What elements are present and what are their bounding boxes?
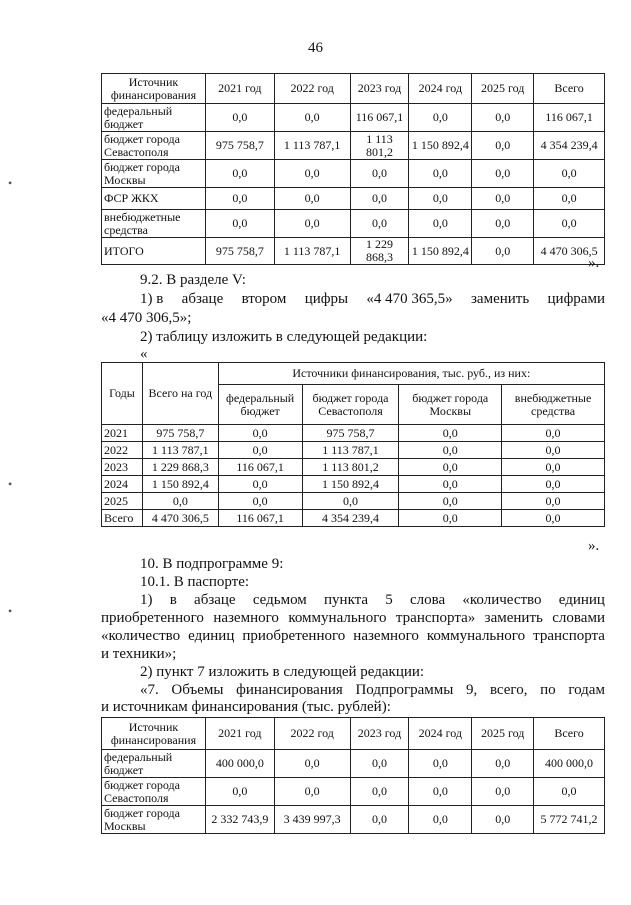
table-row — [102, 778, 605, 806]
paragraph: 10.1. В паспорте: — [140, 574, 250, 590]
table-total-row — [102, 238, 605, 265]
table-row — [102, 104, 605, 132]
table-cell: 975 758,7 — [205, 132, 274, 160]
word: заменить — [484, 610, 543, 626]
word: абзаце — [181, 291, 224, 307]
table-cell: 116 067,1 — [218, 510, 302, 527]
table-cell: 0,0 — [205, 104, 274, 132]
table-cell: 1 113 801,2 — [350, 132, 409, 160]
table-cell: 0,0 — [472, 132, 534, 160]
financing-table-2 — [101, 362, 605, 527]
table-cell: 0,0 — [472, 188, 534, 210]
paragraph: 2) таблицу изложить в следующей редакции: — [140, 329, 428, 345]
word: «4 470 365,5» — [366, 291, 453, 307]
table-cell: 0,0 — [205, 160, 274, 188]
table-cell: 4 354 239,4 — [534, 132, 605, 160]
paragraph: и источникам финансирования (тыс. рублей): — [101, 699, 391, 715]
word: годам — [568, 682, 605, 698]
word: по — [540, 682, 556, 698]
table-cell: 0,0 — [218, 425, 302, 442]
table-row — [102, 442, 605, 459]
table-cell: 1 113 787,1 — [274, 132, 350, 160]
table-cell: 2 332 743,9 — [205, 806, 274, 834]
word: «7. — [140, 682, 159, 698]
table-header-row — [102, 363, 605, 385]
header-cell: внебюджетные средства — [502, 385, 605, 425]
financing-table-1 — [101, 73, 605, 265]
table-cell: 2022 — [102, 442, 143, 459]
margin-mark: • — [8, 176, 13, 190]
paragraph-justified — [140, 591, 605, 609]
word: наземного — [213, 610, 279, 626]
margin-mark: • — [8, 477, 13, 491]
word: наземного — [353, 628, 419, 644]
table-cell: 0,0 — [502, 476, 605, 493]
table-cell: 0,0 — [399, 510, 502, 527]
table-cell: 1 229 868,3 — [350, 238, 409, 265]
table-cell: 5 772 741,2 — [534, 806, 605, 834]
table-cell: 975 758,7 — [142, 425, 218, 442]
header-cell: 2023 год — [350, 718, 409, 750]
table-cell: 1 150 892,4 — [409, 238, 472, 265]
margin-mark: • — [8, 604, 13, 618]
word: в — [169, 592, 177, 608]
table-cell: 1 113 801,2 — [302, 459, 399, 476]
table-cell: 0,0 — [472, 806, 534, 834]
word: словами — [552, 610, 605, 626]
table-row — [102, 160, 605, 188]
table-cell: 0,0 — [472, 238, 534, 265]
header-cell: 2023 год — [350, 74, 409, 104]
table-cell: 4 470 306,5 — [534, 238, 605, 265]
table-cell: федеральный бюджет — [102, 104, 206, 132]
table-cell: 0,0 — [409, 806, 472, 834]
table-cell: 0,0 — [274, 160, 350, 188]
word: седьмом — [252, 592, 307, 608]
table-cell: 0,0 — [205, 778, 274, 806]
table-cell: 0,0 — [399, 476, 502, 493]
table-cell: 0,0 — [534, 210, 605, 238]
table-row — [102, 459, 605, 476]
table-cell: 0,0 — [350, 806, 409, 834]
table-cell: 1 229 868,3 — [142, 459, 218, 476]
header-cell: 2025 год — [472, 718, 534, 750]
table-cell: 0,0 — [409, 210, 472, 238]
table-cell: 0,0 — [502, 493, 605, 510]
word: единиц — [558, 592, 605, 608]
table-cell: федеральный бюджет — [102, 750, 206, 778]
header-cell: бюджет города Севастополя — [302, 385, 399, 425]
paragraph: 2) пункт 7 изложить в следующей редакции: — [140, 664, 425, 680]
table-cell: 2023 — [102, 459, 143, 476]
table-cell: 0,0 — [472, 778, 534, 806]
header-cell: Источник финансирования — [102, 718, 206, 750]
table-cell: 0,0 — [472, 210, 534, 238]
word: коммунального — [426, 628, 526, 644]
word: заменить — [471, 291, 530, 307]
table-cell: 2025 — [102, 493, 143, 510]
table-cell: 0,0 — [205, 210, 274, 238]
table-cell: 975 758,7 — [302, 425, 399, 442]
word: 5 — [385, 592, 393, 608]
table-cell: бюджет города Москвы — [102, 160, 206, 188]
table-cell: 400 000,0 — [534, 750, 605, 778]
table-cell: 0,0 — [274, 188, 350, 210]
paragraph-justified — [140, 681, 605, 699]
table-cell: бюджет города Севастополя — [102, 778, 206, 806]
table-cell: 1 150 892,4 — [302, 476, 399, 493]
header-cell: 2024 год — [409, 718, 472, 750]
table-cell: 3 439 997,3 — [274, 806, 350, 834]
header-cell: бюджет города Москвы — [399, 385, 502, 425]
table-cell: 0,0 — [218, 493, 302, 510]
table-cell: 0,0 — [534, 188, 605, 210]
table-cell: 116 067,1 — [218, 459, 302, 476]
header-cell: Всего — [534, 718, 605, 750]
word: транспорта» — [395, 610, 476, 626]
word: абзаце — [194, 592, 236, 608]
paragraph-justified — [101, 627, 605, 645]
table-cell: 2024 — [102, 476, 143, 493]
word: «количество — [101, 628, 181, 644]
table-cell: 0,0 — [350, 210, 409, 238]
table-cell: 0,0 — [409, 188, 472, 210]
word: цифрами — [547, 291, 605, 307]
header-cell: 2024 год — [409, 74, 472, 104]
table-row — [102, 750, 605, 778]
financing-table-3 — [101, 717, 605, 834]
header-cell: Источники финансирования, тыс. руб., из них: — [218, 363, 604, 385]
table-row — [102, 806, 605, 834]
table-cell: 0,0 — [218, 442, 302, 459]
table-cell: 1 150 892,4 — [142, 476, 218, 493]
table-row — [102, 425, 605, 442]
header-cell: Годы — [102, 363, 143, 425]
paragraph: «4 470 306,5»; — [101, 310, 192, 326]
table-row — [102, 188, 605, 210]
header-cell: 2022 год — [274, 718, 350, 750]
table-cell: 0,0 — [218, 476, 302, 493]
table-cell: 0,0 — [350, 160, 409, 188]
table-cell: 0,0 — [409, 160, 472, 188]
table-cell: 0,0 — [350, 750, 409, 778]
table-cell: 0,0 — [142, 493, 218, 510]
table-cell: 1 150 892,4 — [409, 132, 472, 160]
table-header-row — [102, 718, 605, 750]
table-cell: 0,0 — [399, 442, 502, 459]
word: финансирования — [236, 682, 343, 698]
paragraph-justified — [140, 290, 605, 308]
table-cell: 0,0 — [350, 778, 409, 806]
header-cell: 2025 год — [472, 74, 534, 104]
word: всего, — [489, 682, 528, 698]
word: Объемы — [171, 682, 224, 698]
table-cell: 0,0 — [274, 778, 350, 806]
word: втором — [241, 291, 287, 307]
table-cell: 1 113 787,1 — [302, 442, 399, 459]
table-cell: 0,0 — [409, 778, 472, 806]
table-row — [102, 210, 605, 238]
table-cell: 4 470 306,5 — [142, 510, 218, 527]
table-cell: 0,0 — [472, 750, 534, 778]
table-total-row — [102, 510, 605, 527]
word: транспорта — [533, 628, 605, 644]
header-cell: Всего — [534, 74, 605, 104]
table-cell: 116 067,1 — [534, 104, 605, 132]
table-cell: 400 000,0 — [205, 750, 274, 778]
table-cell: бюджет города Севастополя — [102, 132, 206, 160]
table-cell: 0,0 — [399, 493, 502, 510]
page-number: 46 — [308, 40, 323, 56]
table-cell: 0,0 — [502, 459, 605, 476]
table-cell: 975 758,7 — [205, 238, 274, 265]
word: «количество — [462, 592, 542, 608]
word: Подпрограммы — [355, 682, 454, 698]
word: коммунального — [288, 610, 387, 626]
table-cell: 0,0 — [409, 104, 472, 132]
table-cell: 0,0 — [274, 104, 350, 132]
table-row — [102, 476, 605, 493]
table-cell: 0,0 — [502, 425, 605, 442]
table-cell: внебюджетные средства — [102, 210, 206, 238]
paragraph: 9.2. В разделе V: — [140, 272, 246, 288]
table-cell: 116 067,1 — [350, 104, 409, 132]
table-cell: 0,0 — [274, 210, 350, 238]
table-row — [102, 493, 605, 510]
header-cell: федеральный бюджет — [218, 385, 302, 425]
table-cell: 2021 — [102, 425, 143, 442]
header-cell: Источник финансирования — [102, 74, 206, 104]
table-cell: 0,0 — [399, 425, 502, 442]
closing-quote: ». — [588, 538, 600, 554]
header-cell: Всего на год — [142, 363, 218, 425]
table-cell: 1 113 787,1 — [274, 238, 350, 265]
table-cell: 0,0 — [399, 459, 502, 476]
paragraph: и техники»; — [101, 646, 177, 662]
table-cell: 0,0 — [472, 160, 534, 188]
table-cell: 4 354 239,4 — [302, 510, 399, 527]
word: 1) в — [140, 291, 164, 307]
table-cell: 0,0 — [534, 160, 605, 188]
table-cell: Всего — [102, 510, 143, 527]
paragraph-justified — [101, 609, 605, 627]
table-cell: 0,0 — [409, 750, 472, 778]
table-row — [102, 132, 605, 160]
word: приобретенного — [101, 610, 204, 626]
header-cell: 2021 год — [205, 74, 274, 104]
table-cell: ФСР ЖКХ — [102, 188, 206, 210]
table-cell: 1 113 787,1 — [142, 442, 218, 459]
word: 9, — [466, 682, 478, 698]
word: пункта — [324, 592, 369, 608]
header-cell: 2021 год — [205, 718, 274, 750]
word: 1) — [140, 592, 153, 608]
table-cell: 0,0 — [502, 510, 605, 527]
table-cell: 0,0 — [534, 778, 605, 806]
table-cell: 0,0 — [205, 188, 274, 210]
word: слова — [410, 592, 446, 608]
table-cell: 0,0 — [472, 104, 534, 132]
word: приобретенного — [242, 628, 346, 644]
table-cell: 0,0 — [302, 493, 399, 510]
word: единиц — [188, 628, 235, 644]
table-cell: 0,0 — [350, 188, 409, 210]
table-cell: 0,0 — [502, 442, 605, 459]
table-cell: 0,0 — [274, 750, 350, 778]
paragraph: 10. В подпрограмме 9: — [140, 556, 284, 572]
header-cell: 2022 год — [274, 74, 350, 104]
opening-quote: « — [140, 346, 148, 362]
word: цифры — [304, 291, 349, 307]
closing-quote: ». — [588, 255, 600, 271]
table-cell: бюджет города Москвы — [102, 806, 206, 834]
table-header-row — [102, 74, 605, 104]
table-cell: ИТОГО — [102, 238, 206, 265]
